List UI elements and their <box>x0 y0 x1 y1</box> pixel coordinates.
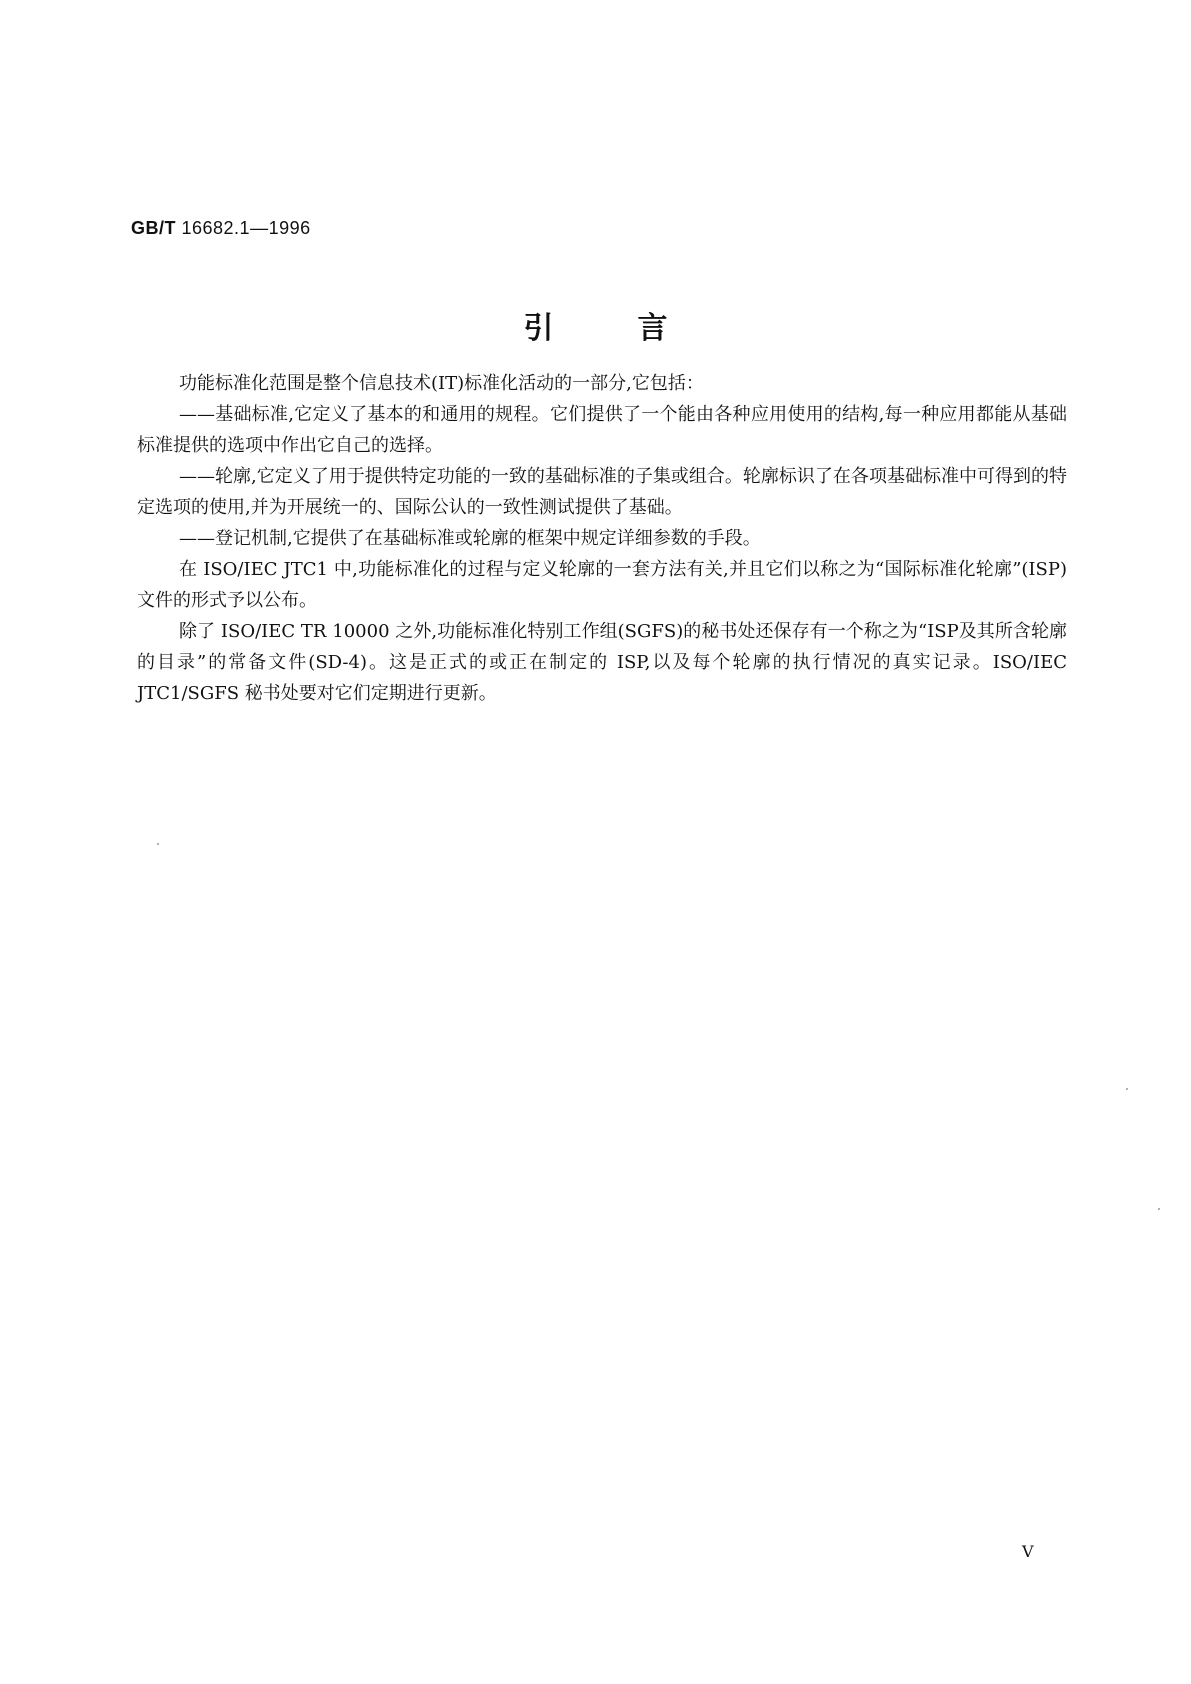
page-number: V <box>1022 1542 1034 1561</box>
page-title: 引言 <box>523 311 752 346</box>
standard-code <box>131 218 311 239</box>
paragraph-sgfs: 除了 ISO/IEC TR 10000 之外,功能标准化特别工作组(SGFS)的秘书处还保存有一个称之为“ISP及其所含轮廓的目录”的常备文件(SD-4)。这是正式的或正在制定的 ISP,以及每个轮廓的执行情况的真实记录。ISO/IEC JTC1/SGFS 秘书处要对它们定期进行更新。 <box>137 621 1067 704</box>
scan-speck <box>1126 1088 1128 1090</box>
paragraph-jtc1: 在 ISO/IEC JTC1 中,功能标准化的过程与定义轮廓的一套方法有关,并且它们以称之为“国际标准化轮廓”(ISP)文件的形式予以公布。 <box>137 559 1067 611</box>
scan-speck <box>157 843 159 845</box>
standard-code-number: 16682.1—1996 <box>176 218 311 238</box>
paragraph-base-standards: ——基础标准,它定义了基本的和通用的规程。它们提供了一个能由各种应用使用的结构,每一种应用都能从基础标准提供的选项中作出它自己的选择。 <box>137 404 1067 456</box>
body-text <box>137 368 1067 709</box>
standard-code-prefix: GB/T <box>131 218 176 238</box>
paragraph-profiles: ——轮廓,它定义了用于提供特定功能的一致的基础标准的子集或组合。轮廓标识了在各项基础标准中可得到的特定选项的使用,并为开展统一的、国际公认的一致性测试提供了基础。 <box>137 466 1067 518</box>
paragraph-registration: ——登记机制,它提供了在基础标准或轮廓的框架中规定详细参数的手段。 <box>179 528 761 549</box>
scan-speck <box>1158 1208 1160 1210</box>
paragraph-intro: 功能标准化范围是整个信息技术(IT)标准化活动的一部分,它包括： <box>179 373 704 394</box>
